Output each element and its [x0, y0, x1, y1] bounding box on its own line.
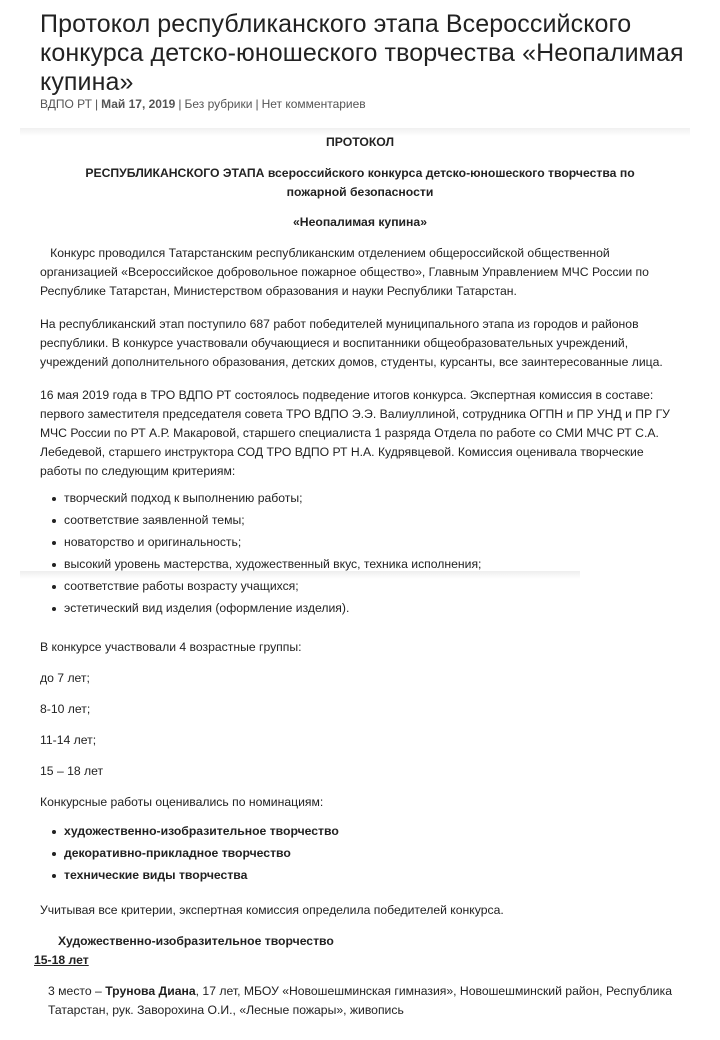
protocol-heading: ПРОТОКОЛ: [326, 135, 394, 149]
age-group: до 7 лет;: [40, 671, 90, 685]
list-item: художественно-изобразительное творчество: [52, 822, 680, 841]
article-title: Протокол республиканского этапа Всероссийского конкурса детско-юношеского творчества «Неопалимая купина»: [40, 10, 684, 96]
list-item: творческий подход к выполнению работы;: [52, 489, 680, 508]
kupina-heading: «Неопалимая купина»: [293, 215, 427, 229]
post-meta: ВДПО РТ | Май 17, 2019 | Без рубрики | Нет комментариев: [40, 97, 366, 111]
criteria-list: [40, 489, 680, 618]
sticky-divider: [20, 571, 580, 579]
list-item: эстетический вид изделия (оформление изделия).: [52, 599, 680, 618]
paragraph-commission: 16 мая 2019 года в ТРО ВДПО РТ состоялось подведение итогов конкурса. Экспертная комиссия в составе: первого заместителя председателя совета ТРО ВДПО Э.Э. Валиуллиной, сотрудника ОГПН и ПР УНД и ПР ГУ МЧС России по РТ А.Р. Макаровой, старшего специалиста 1 разряда Отдела по работе со СМИ МЧС РТ С.А. Лебедевой, старшего инструктора СОД ТРО ВДПО РТ Н.А. Кудрявцевой. Комиссия оценивала творческие работы по следующим критериям:: [40, 388, 670, 478]
summary-paragraph: Учитывая все критерии, экспертная комиссия определила победителей конкурса.: [40, 903, 504, 917]
stage-heading-bold: РЕСПУБЛИКАНСКОГО ЭТАПА: [85, 166, 265, 180]
list-item: технические виды творчества: [52, 866, 680, 885]
age-group: 15 – 18 лет: [40, 764, 104, 778]
winner-name: Трунова Диана: [105, 984, 196, 998]
list-item: соответствие заявленной темы;: [52, 511, 680, 530]
stage-heading-rest: всероссийского конкурса детско-юношеского творчества по пожарной безопасности: [264, 166, 635, 199]
post-date: Май 17, 2019: [101, 97, 176, 111]
paragraph-submissions: На республиканский этап поступило 687 работ победителей муниципального этапа из городов и районов республики. В конкурсе участвовали обучающиеся и воспитанники общеобразовательных учреждений, учреждений дополнительного образования, детских домов, студенты, курсанты, все заинтересованные лица.: [40, 317, 663, 369]
section-title: Художественно-изобразительное творчество: [58, 934, 334, 948]
age-group: 11-14 лет;: [40, 733, 97, 747]
author-link[interactable]: ВДПО РТ: [40, 97, 92, 111]
list-item: соответствие работы возрасту учащихся;: [52, 577, 680, 596]
age-heading: 15-18 лет: [34, 953, 89, 967]
list-item: новаторство и оригинальность;: [52, 533, 680, 552]
category-link[interactable]: Без рубрики: [184, 97, 253, 111]
age-group: 8-10 лет;: [40, 702, 91, 716]
winner-details: , 17 лет, МБОУ «Новошешминская гимназия», Новошешминский район, Республика Татарстан, рук. Заворохина О.И., «Лесные пожары», живопись: [48, 984, 672, 1017]
comments-link[interactable]: Нет комментариев: [261, 97, 366, 111]
winner-place: 3 место –: [48, 984, 102, 998]
paragraph-organizers-text: Конкурс проводился Татарстанским республиканским отделением общероссийской общественной организацией «Всероссийское добровольное пожарное общество», Главным Управлением МЧС России по Республике Татарстан, Министерством образования и науки Республики Татарстан.: [40, 246, 649, 298]
list-item: декоративно-прикладное творчество: [52, 844, 680, 863]
nominations-intro: Конкурсные работы оценивались по номинациям:: [40, 795, 324, 809]
nominations-list: [40, 822, 680, 885]
winner-entry: [48, 982, 680, 1020]
stage-heading: [40, 164, 680, 202]
groups-intro: В конкурсе участвовали 4 возрастные группы:: [40, 640, 302, 654]
paragraph-organizers: [40, 244, 680, 301]
list-item: высокий уровень мастерства, художественный вкус, техника исполнения;: [52, 555, 680, 574]
